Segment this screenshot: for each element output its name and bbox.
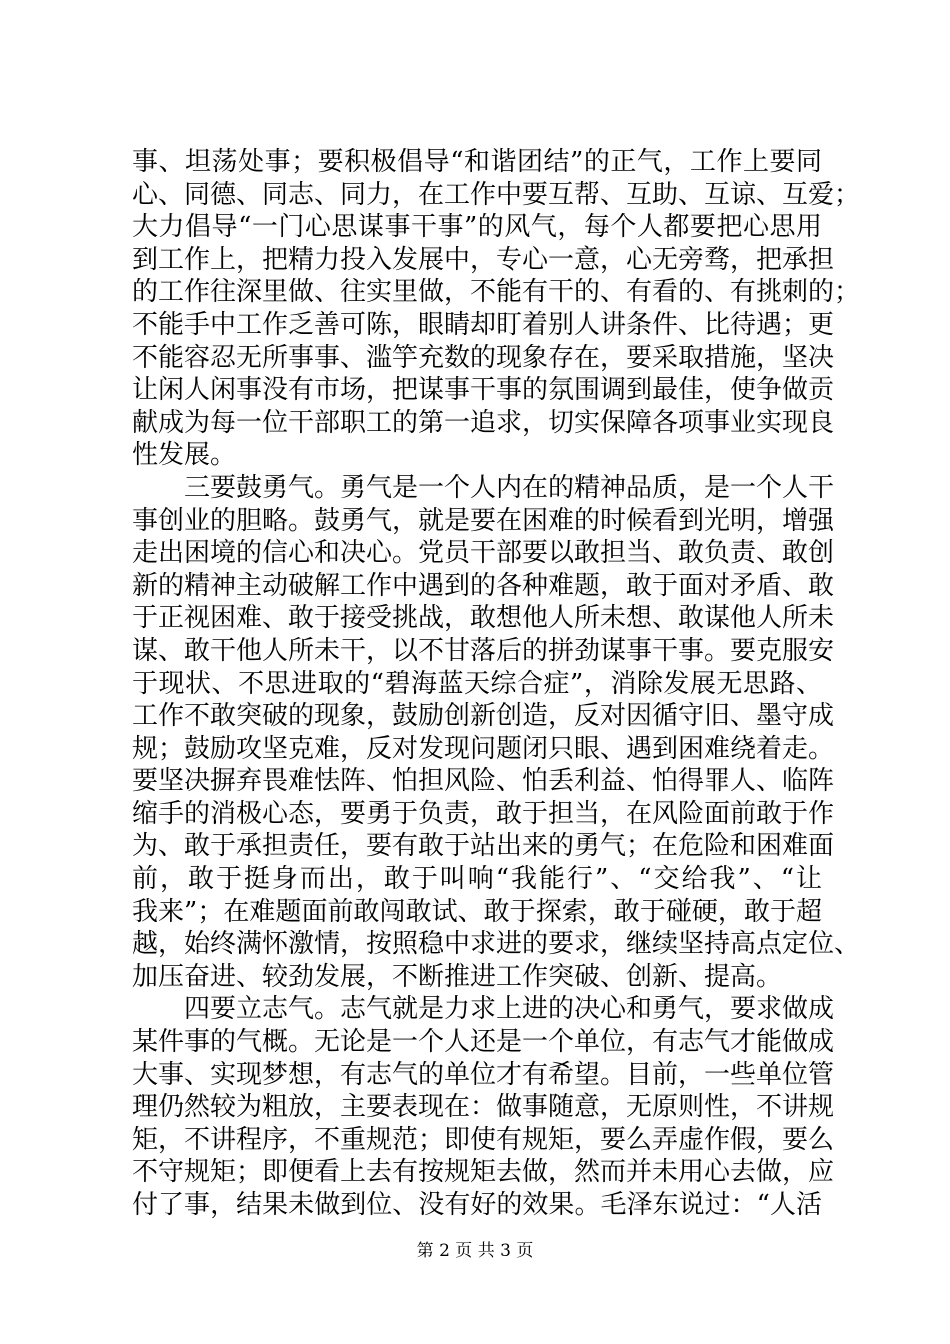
text-line: 四要立志气。志气就是力求上进的决心和勇气，要求做成 <box>132 994 835 1025</box>
text-line: 到工作上，把精力投入发展中，专心一意，心无旁骛，把承担 <box>132 244 835 275</box>
text-line: 事创业的胆略。鼓勇气，就是要在困难的时候看到光明，增强 <box>132 505 835 536</box>
text-line: 我来”；在难题面前敢闯敢试、敢于探索，敢于碰硬，敢于超 <box>132 896 822 927</box>
text-line: 走出困境的信心和决心。党员干部要以敢担当、敢负责、敢创 <box>132 538 835 569</box>
page-number-footer: 第 2 页 共 3 页 <box>416 1241 534 1261</box>
text-line: 规；鼓励攻坚克难，反对发现问题闭只眼、遇到困难绕着走。 <box>132 733 835 764</box>
text-line: 三要鼓勇气。勇气是一个人内在的精神品质，是一个人干 <box>132 472 835 503</box>
text-line: 不能手中工作乏善可陈，眼睛却盯着别人讲条件、比待遇；更 <box>132 309 835 340</box>
text-line: 大力倡导“一门心思谋事干事”的风气，每个人都要把心思用 <box>132 212 822 243</box>
text-line: 付了事，结果未做到位、没有好的效果。毛泽东说过：“人活 <box>132 1190 822 1220</box>
text-line: 缩手的消极心态，要勇于负责，敢于担当，在风险面前敢于作 <box>132 798 835 829</box>
text-line: 性发展。 <box>132 440 237 471</box>
text-line: 某件事的气概。无论是一个人还是一个单位，有志气才能做成 <box>132 1027 835 1058</box>
text-line: 工作不敢突破的现象，鼓励创新创造，反对因循守旧、墨守成 <box>132 701 835 732</box>
text-line: 不守规矩；即便看上去有按规矩去做，然而并未用心去做，应 <box>132 1157 835 1188</box>
text-line: 于正视困难、敢于接受挑战，敢想他人所未想、敢谋他人所未 <box>132 603 835 634</box>
text-line: 加压奋进、较劲发展，不断推进工作突破、创新、提高。 <box>132 961 783 992</box>
text-line: 事、坦荡处事；要积极倡导“和谐团结”的正气，工作上要同 <box>132 147 822 177</box>
text-line: 谋、敢干他人所未干，以不甘落后的拼劲谋事干事。要克服安 <box>132 635 835 666</box>
text-line: 要坚决摒弃畏难怯阵、怕担风险、怕丢利益、怕得罪人、临阵 <box>132 766 835 797</box>
document-body <box>132 146 861 1222</box>
text-line: 让闲人闲事没有市场，把谋事干事的氛围调到最佳，使争做贡 <box>132 375 835 406</box>
text-line: 新的精神主动破解工作中遇到的各种难题，敢于面对矛盾、敢 <box>132 570 835 601</box>
text-line: 越，始终满怀激情，按照稳中求进的要求，继续坚持高点定位、 <box>132 929 861 960</box>
text-line: 献成为每一位干部职工的第一追求，切实保障各项事业实现良 <box>132 407 835 438</box>
text-line: 理仍然较为粗放，主要表现在：做事随意，无原则性，不讲规 <box>132 1092 835 1123</box>
text-line: 前，敢于挺身而出，敢于叫响“我能行”、“交给我”、“让 <box>132 864 822 895</box>
text-line: 矩，不讲程序，不重规范；即使有规矩，要么弄虚作假，要么 <box>132 1124 835 1155</box>
text-line: 为、敢于承担责任，要有敢于站出来的勇气；在危险和困难面 <box>132 831 835 862</box>
text-line: 不能容忍无所事事、滥竽充数的现象存在，要采取措施，坚决 <box>132 342 835 373</box>
text-line: 大事、实现梦想，有志气的单位才有希望。目前，一些单位管 <box>132 1059 835 1090</box>
text-line: 于现状、不思进取的“碧海蓝天综合症”，消除发展无思路、 <box>132 668 822 699</box>
text-line: 心、同德、同志、同力，在工作中要互帮、互助、互谅、互爱； <box>132 179 861 210</box>
text-line: 的工作往深里做、往实里做，不能有干的、有看的、有挑刺的； <box>132 277 861 308</box>
